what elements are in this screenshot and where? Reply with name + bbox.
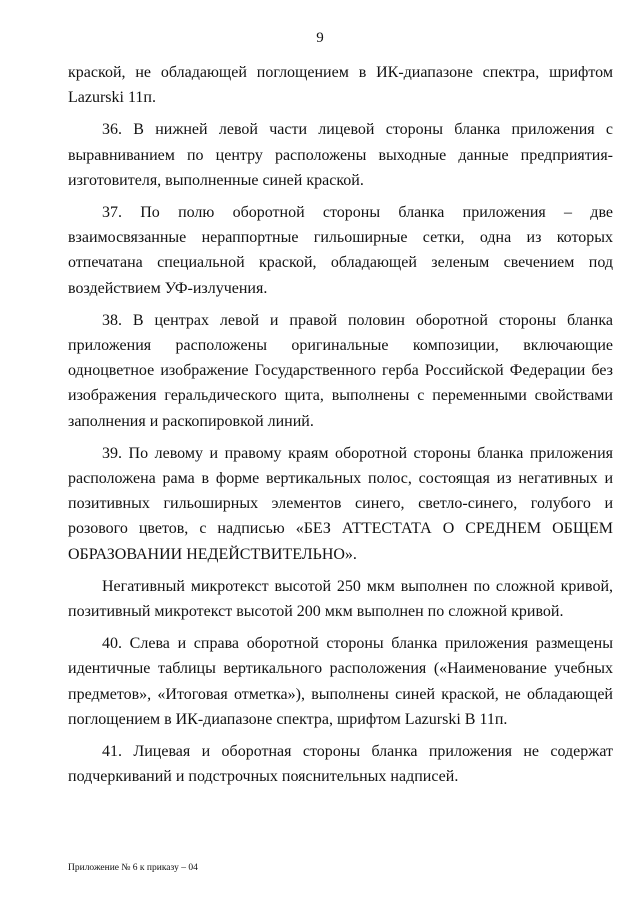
paragraph-36: 36. В нижней левой части лицевой стороны бланка приложения с выравниванием по центру расположены выходные данные предприятия-изготовителя, выполненные синей краской.: [68, 121, 613, 189]
page-footer: Приложение № 6 к приказу – 04: [68, 863, 198, 873]
paragraph-microtext: Негативный микротекст высотой 250 мкм выполнен по сложной кривой, позитивный микротекст высотой 200 мкм выполнен по сложной кривой.: [68, 577, 613, 621]
paragraph-39: 39. По левому и правому краям оборотной стороны бланка приложения расположена рама в форме вертикальных полос, состоящая из негативных и позитивных гильоширных элементов синего, светло-синего, голубого и розового цветов, с надписью «БЕЗ АТТЕСТАТА О СРЕДНЕМ ОБЩЕМ ОБРАЗОВАНИИ НЕДЕЙСТВИТЕЛЬНО».: [68, 444, 613, 563]
paragraph-40: 40. Слева и справа оборотной стороны бланка приложения размещены идентичные таблицы вертикального расположения («Наименование учебных предметов», «Итоговая отметка»), выполнены синей краской, не обладающей поглощением в ИК-диапазоне спектра, шрифтом Lazurski B 11п.: [68, 635, 613, 728]
paragraph-38: 38. В центрах левой и правой половин оборотной стороны бланка приложения расположены оригинальные композиции, включающие одноцветное изображение Государственного герба Российской Федерации без изображения геральдического щита, выполнены с переменными свойствами заполнения и раскопировкой линий.: [68, 311, 613, 430]
paragraph-41: 41. Лицевая и оборотная стороны бланка приложения не содержат подчеркиваний и подстрочных пояснительных надписей.: [68, 743, 613, 786]
page-number: 9: [316, 30, 324, 46]
document-body: [68, 60, 613, 796]
paragraph-continuation: краской, не обладающей поглощением в ИК-диапазоне спектра, шрифтом Lazurski 11п.: [68, 64, 613, 107]
paragraph-37: 37. По полю оборотной стороны бланка приложения – две взаимосвязанные нераппортные гильоширные сетки, одна из которых отпечатана специальной краской, обладающей зеленым свечением под воздействием УФ-излучения.: [68, 204, 613, 297]
